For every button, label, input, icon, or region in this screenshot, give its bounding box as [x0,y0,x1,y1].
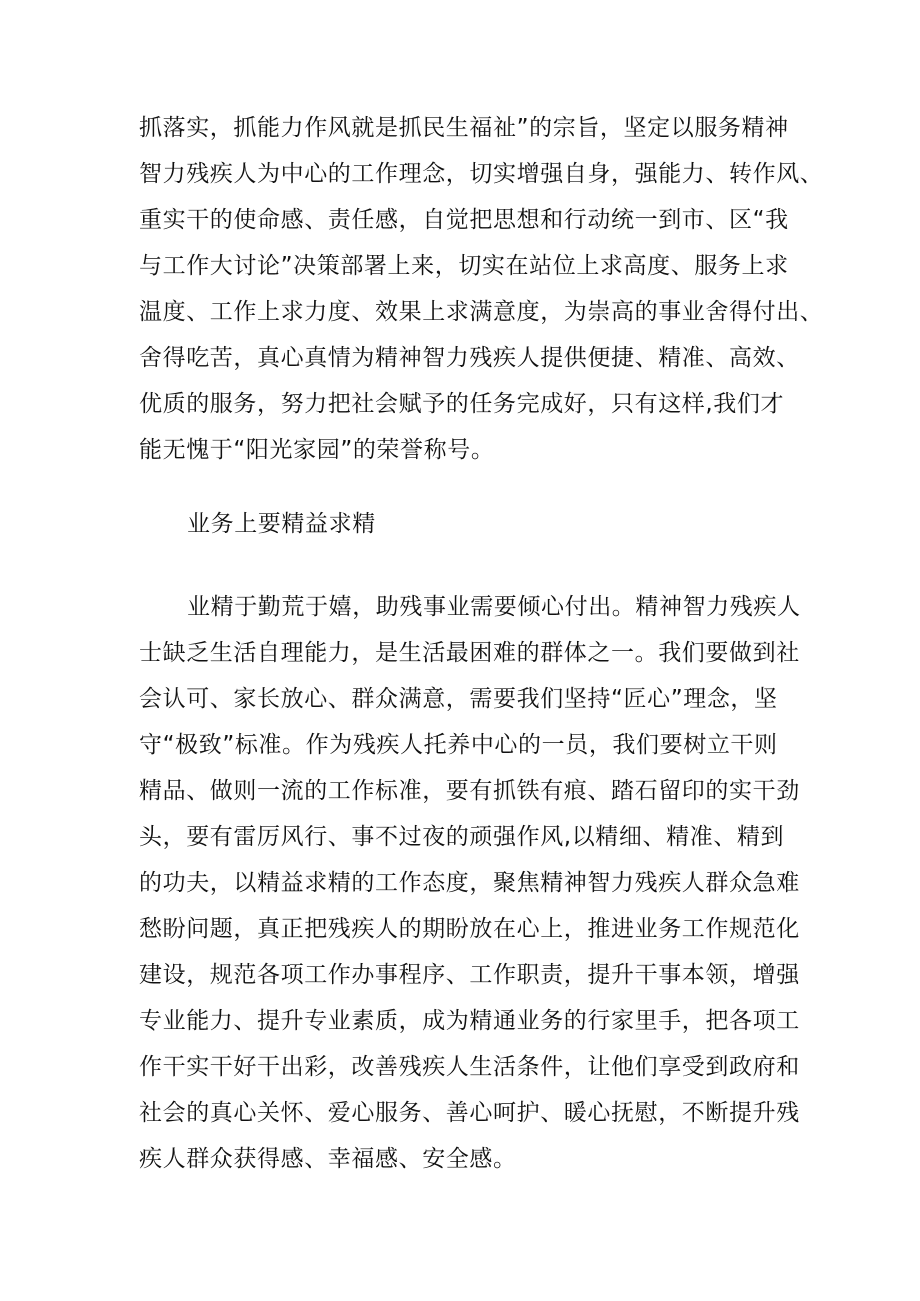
paragraph-1-line-6: 舍得吃苦，真心真情为精神智力残疾人提供便捷、精准、高效、 [139,345,800,371]
paragraph-2-line-1: 业精于勤荒于嬉，助残事业需要倾心付出。精神智力残疾人 [187,594,801,620]
paragraph-2-line-3: 会认可、家长放心、群众满意，需要我们坚持“匠心”理念，坚 [139,686,778,712]
paragraph-2-line-2: 士缺乏生活自理能力，是生活最困难的群体之一。我们要做到社 [139,640,800,666]
paragraph-2-line-9: 建设，规范各项工作办事程序、工作职责，提升干事本领，增强 [139,962,800,988]
paragraph-1-line-8: 能无愧于“阳光家园”的荣誉称号。 [139,437,495,463]
paragraph-2-line-8: 愁盼问题，真正把残疾人的期盼放在心上，推进业务工作规范化 [139,916,800,942]
paragraph-1-line-7: 优质的服务，努力把社会赋予的任务完成好，只有这样,我们才 [139,391,785,417]
paragraph-1-line-4: 与工作大讨论”决策部署上来，切实在站位上求高度、服务上求 [139,253,789,279]
paragraph-1-line-1: 抓落实，抓能力作风就是抓民生福祉”的宗旨，坚定以服务精神 [139,115,789,141]
paragraph-2-line-11: 作干实干好干出彩，改善残疾人生活条件，让他们享受到政府和 [139,1054,800,1080]
paragraph-2-line-12: 社会的真心关怀、爱心服务、善心呵护、暖心抚慰，不断提升残 [139,1100,800,1126]
paragraph-2-line-10: 专业能力、提升专业素质，成为精通业务的行家里手，把各项工 [139,1008,800,1034]
paragraph-1-line-3: 重实干的使命感、责任感，自觉把思想和行动统一到市、区“我 [139,207,789,233]
paragraph-2-line-5: 精品、做则一流的工作标准，要有抓铁有痕、踏石留印的实干劲 [139,778,800,804]
paragraph-2-line-7: 的功夫，以精益求精的工作态度，聚焦精神智力残疾人群众急难 [139,870,800,896]
paragraph-1-line-2: 智力残疾人为中心的工作理念，切实增强自身，强能力、转作风、 [139,161,824,187]
paragraph-2-line-13: 疾人群众获得感、幸福感、安全感。 [139,1146,517,1172]
section-heading: 业务上要精益求精 [187,511,376,537]
paragraph-1-line-5: 温度、工作上求力度、效果上求满意度，为崇高的事业舍得付出、 [139,299,824,325]
paragraph-2-line-4: 守“极致”标准。作为残疾人托养中心的一员，我们要树立干则 [139,732,778,758]
paragraph-2-line-6: 头，要有雷厉风行、事不过夜的顽强作风,以精细、精准、精到 [139,824,785,850]
